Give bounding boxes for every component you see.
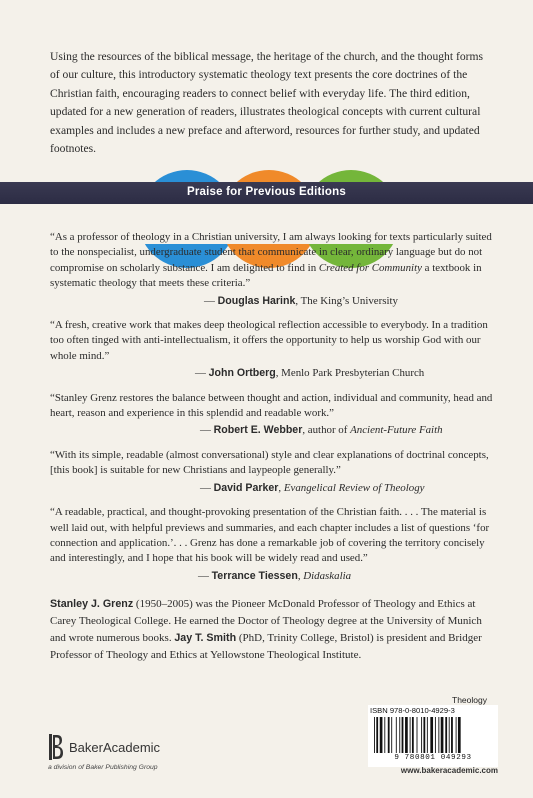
endorsement: [50, 505, 498, 584]
endorsement-text: “Stanley Grenz restores the balance between thought and action, individual and community, head and heart, reason and experience in this splendid and readable work.”: [50, 391, 493, 420]
endorsement: [50, 230, 498, 309]
praise-heading: Praise for Previous Editions: [187, 186, 346, 198]
endorsement-text: “A fresh, creative work that makes deep theological reflection accessible to everybody. In a tradition too often tinged with anti-intellectualism, it offers the opportunity to help us worship God with our whole mind.”: [50, 319, 488, 362]
endorsement-attribution: — David Parker, Evangelical Review of Theology: [200, 481, 425, 494]
baker-b-logo-icon: [48, 734, 64, 760]
category-label: Theology: [452, 695, 487, 705]
endorsement: [50, 391, 498, 439]
publisher-website: www.bakeracademic.com: [400, 766, 498, 775]
endorsement-text: “As a professor of theology in a Christian university, I am always looking for texts particularly suited to the nonspecialist, undergraduate student that communicate in clear, ordinary language but do not compromise on scholarly substance. I am delighted to find in Created for Community a textbook in systematic theology that meets these criteria.”: [50, 231, 492, 290]
endorsement-attribution: — Terrance Tiessen, Didaskalia: [198, 569, 352, 582]
endorsement: [50, 318, 498, 382]
barcode: [368, 705, 498, 767]
endorsements: [50, 230, 498, 593]
book-description: Using the resources of the biblical message, the heritage of the church, and the thought forms of our culture, this introductory systematic theology text presents the core doctrines of the Christian faith, encouraging readers to connect belief with everyday life. The third edition, updated for a new generation of readers, illustrates theological concepts with current cultural examples and includes a new preface and afterword, resources for further study, and updated footnotes.: [50, 50, 484, 156]
isbn: ISBN 978-0-8010-4929-3: [370, 706, 455, 715]
endorsement-text: “With its simple, readable (almost conversational) style and clear explanations of doctrinal concepts, [this book] is suitable for new Christians and laypeople generally.”: [50, 448, 489, 477]
barcode-bars: [374, 717, 494, 753]
endorsement-attribution: — Douglas Harink, The King’s University: [204, 294, 398, 307]
endorsement-text: “A readable, practical, and thought-provoking presentation of the Christian faith. . . . The material is well laid out, with helpful previews and summaries, and each chapter includes a list of questions ‘for connection and application.’. . . Grenz has done a remarkable job of covering the territory concisely and interestingly, and I hope that his book will be widely read and used.”: [50, 506, 490, 565]
endorsement-attribution: — John Ortberg, Menlo Park Presbyterian Church: [195, 367, 425, 380]
author-bio: Stanley J. Grenz (1950–2005) was the Pioneer McDonald Professor of Theology and Ethics at Carey Theological College. He earned the Doctor of Theology degree at the University of Munich and wrote numerous books. Jay T. Smith (PhD, Trinity College, Bristol) is president and Bridger Professor of Theology and Ethics at Yellowstone Theological Institute.: [50, 598, 482, 661]
publisher-name: BakerAcademic: [69, 740, 161, 755]
endorsement-attribution: — Robert E. Webber, author of Ancient-Future Faith: [200, 424, 443, 437]
barcode-digits: 9 780801 049293: [394, 754, 472, 762]
publisher-subtitle: a division of Baker Publishing Group: [48, 764, 158, 771]
endorsement: [50, 448, 498, 496]
